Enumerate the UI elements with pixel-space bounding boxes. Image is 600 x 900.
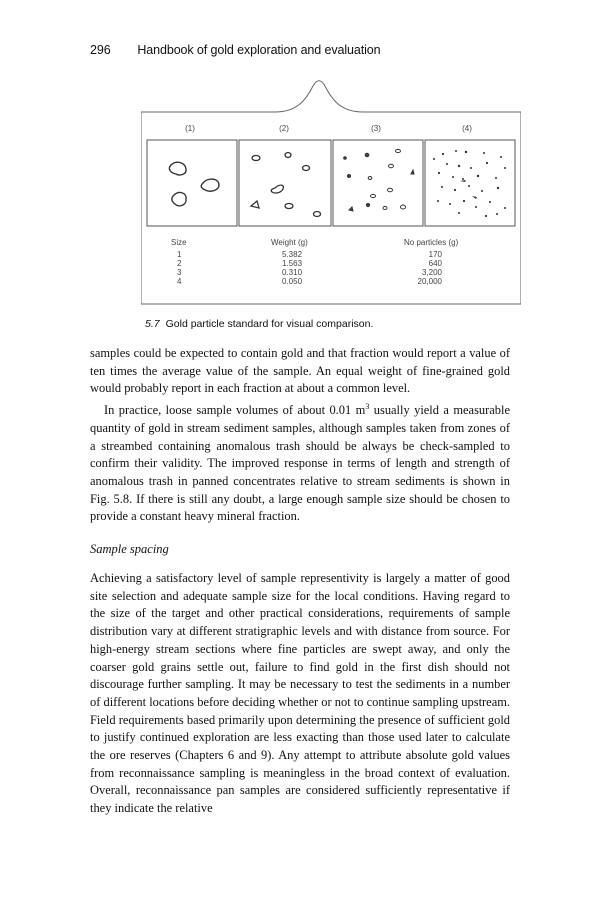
superscript-3: 3 (365, 402, 370, 412)
particles-cell: 640 (428, 259, 442, 268)
gold-particle-figure (141, 80, 521, 306)
paragraph-2 (90, 398, 510, 526)
panel-label-3: (3) (371, 124, 381, 133)
size-cell: 2 (177, 259, 182, 268)
paragraph-3: Achieving a satisfactory level of sample representivity is largely a matter of good site selection and adequate sample size for the local conditions. Having regard to the size of the target and other practical considerations, requirements of sample distribution vary at different stratigraphic levels and with distance from source. For high-energy stream sections where fine particles are swept away, and only the coarser gold grains settle out, failure to find gold in the first dish should not discourage further sampling. It may be necessary to test the sediments in a number of different locations before deciding whether or not to continue sampling upstream. Field requirements based primarily upon determining the presence of sufficient gold to justify continued exploration are less exacting than those used later to calculate the ore reserves (Chapters 6 and 9). Any attempt to attribute absolute gold values from reconnaissance sampling is meaningless in the broad context of evaluation. Overall, reconnaissance pan samples are considered sufficiently representative if they indicate the relative (90, 571, 510, 816)
particles-cell: 3,200 (421, 268, 442, 277)
paragraph-2-after: usually yield a measurable quantity of gold in stream sediment samples, although samples taken from zones of a streambed containing anomalous trash should be always be check-sampled to confirm their validity. The improved response in terms of length and strength of anomalous trash in panned concentrates relative to stream sediments is shown in Fig. 5.8. If there is still any doubt, a large enough sample size should be chosen to provide a constant heavy mineral fraction. (90, 403, 510, 524)
size-cell: 1 (177, 250, 182, 259)
weight-cell: 0.310 (282, 268, 303, 277)
figure-caption (145, 318, 373, 330)
section-heading: Sample spacing (90, 542, 169, 556)
book-title: Handbook of gold exploration and evaluation (137, 43, 381, 57)
caption-number: 5.7 (145, 318, 160, 330)
weight-cell: 0.050 (282, 277, 303, 286)
body-text-lower (90, 570, 510, 818)
panel-label-4: (4) (462, 124, 472, 133)
paragraph-2-before: In practice, loose sample volumes of about 0.01 m (104, 403, 366, 418)
running-header (90, 43, 380, 57)
size-cell: 4 (177, 277, 182, 286)
weight-column (282, 250, 303, 286)
weight-cell: 1.563 (282, 259, 303, 268)
page-number: 296 (90, 43, 111, 57)
weight-cell: 5.382 (282, 250, 303, 259)
body-text-upper (90, 345, 510, 526)
table-header-particles: No particles (g) (404, 238, 459, 247)
particles-cell: 20,000 (417, 277, 442, 286)
size-column (177, 250, 182, 286)
table-header-weight: Weight (g) (271, 238, 308, 247)
particles-cell: 170 (428, 250, 442, 259)
panel-label-1: (1) (185, 124, 195, 133)
table-header-size: Size (171, 238, 187, 247)
paragraph-1: samples could be expected to contain gold and that fraction would report a value of ten times the average value of the sample. An equal weight of fine-grained gold would probably report in each fraction at about a common level. (90, 346, 510, 396)
caption-text: Gold particle standard for visual comparison. (165, 318, 374, 330)
size-cell: 3 (177, 268, 182, 277)
panel-label-2: (2) (279, 124, 289, 133)
